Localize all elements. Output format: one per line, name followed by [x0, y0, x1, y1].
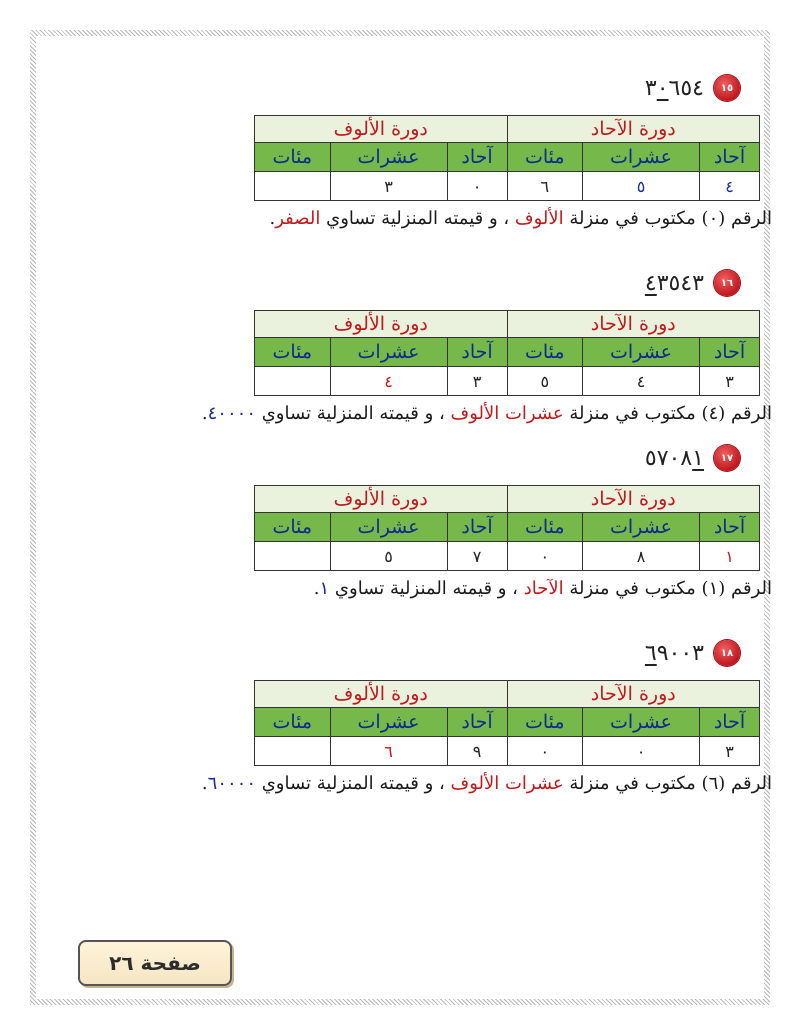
number-part-after: ٦٥٤	[668, 75, 704, 101]
page-number-label: صفحة ٢٦	[109, 951, 201, 975]
ones-period-header: دورة الآحاد	[507, 486, 759, 513]
col-thousands-tens: عشرات	[330, 338, 447, 367]
col-thousands-ones: آحاد	[447, 143, 507, 172]
col-tens: عشرات	[582, 338, 699, 367]
col-tens: عشرات	[582, 143, 699, 172]
period-row	[255, 681, 760, 708]
digit-cell: ٤	[699, 172, 759, 201]
sentence-start: الرقم (٦) مكتوب في منزلة	[569, 773, 772, 794]
digit-cell: ٦	[507, 172, 582, 201]
col-ones: آحاد	[699, 143, 759, 172]
sentence-middle: ، و قيمته المنزلية تساوي	[261, 773, 445, 794]
digit-cell	[255, 367, 331, 396]
col-ones: آحاد	[699, 338, 759, 367]
digit-cell	[255, 172, 331, 201]
number-part-before: ٣	[644, 75, 657, 101]
answer-sentence	[202, 403, 772, 424]
digit-cell	[255, 737, 331, 766]
digit-cell: ٤	[330, 367, 447, 396]
ones-period-header: دورة الآحاد	[507, 311, 759, 338]
number-part-after: ٣٥٤٣	[656, 270, 704, 296]
digit-cell: ٦	[330, 737, 447, 766]
place-value-table	[254, 680, 760, 766]
thousands-period-header: دورة الألوف	[255, 311, 508, 338]
sentence-start: الرقم (٠) مكتوب في منزلة	[569, 208, 772, 229]
digit-cell: ٣	[699, 737, 759, 766]
col-hundreds: مئات	[507, 513, 582, 542]
sentence-middle: ، و قيمته المنزلية تساوي	[261, 403, 445, 424]
place-value-table	[254, 310, 760, 396]
period-row	[255, 116, 760, 143]
exercise-number-badge	[714, 640, 740, 666]
sentence-middle: ، و قيمته المنزلية تساوي	[334, 578, 518, 599]
col-thousands-tens: عشرات	[330, 513, 447, 542]
sentence-middle: ، و قيمته المنزلية تساوي	[326, 208, 510, 229]
sentence-place-value: ٤٠٠٠٠	[207, 403, 256, 424]
digit-cell: ٥	[330, 542, 447, 571]
place-value-table	[254, 115, 760, 201]
sentence-end: .	[201, 773, 208, 794]
given-number	[645, 446, 704, 471]
col-hundreds: مئات	[507, 338, 582, 367]
col-thousands-hundreds: مئات	[255, 708, 331, 737]
answer-sentence	[202, 773, 772, 794]
digits-row	[255, 367, 760, 396]
digit-cell: ٣	[447, 367, 507, 396]
digit-cell: ٣	[699, 367, 759, 396]
col-tens: عشرات	[582, 708, 699, 737]
digits-row	[255, 542, 760, 571]
col-tens: عشرات	[582, 513, 699, 542]
thousands-period-header: دورة الألوف	[255, 116, 508, 143]
sentence-end: .	[313, 578, 320, 599]
col-thousands-hundreds: مئات	[255, 513, 331, 542]
sentence-place-name: الآحاد	[523, 578, 564, 599]
digit-cell: ٣	[330, 172, 447, 201]
columns-row	[255, 143, 760, 172]
exercise-number-badge	[714, 270, 740, 296]
sentence-place-value: ٦٠٠٠٠	[207, 773, 256, 794]
exercise-number: ١٧	[720, 452, 734, 464]
sentence-end: .	[201, 403, 208, 424]
col-thousands-ones: آحاد	[447, 708, 507, 737]
digit-cell: ٠	[507, 737, 582, 766]
col-hundreds: مئات	[507, 708, 582, 737]
number-part-after: ٩٠٠٣	[656, 640, 704, 666]
given-number	[645, 271, 704, 296]
exercise-number-badge	[714, 445, 740, 471]
digit-cell: ٥	[507, 367, 582, 396]
digit-cell: ٤	[582, 367, 699, 396]
sentence-end: .	[269, 208, 276, 229]
period-row	[255, 486, 760, 513]
answer-sentence	[314, 578, 772, 599]
col-hundreds: مئات	[507, 143, 582, 172]
digit-cell: ٩	[447, 737, 507, 766]
sentence-place-name: عشرات الألوف	[450, 403, 564, 424]
sentence-place-name: الألوف	[514, 208, 564, 229]
col-ones: آحاد	[699, 708, 759, 737]
columns-row	[255, 513, 760, 542]
page-number-badge	[78, 940, 232, 986]
exercise-number: ١٥	[720, 82, 734, 94]
number-underlined-digit: ١	[692, 445, 704, 471]
given-number	[645, 641, 704, 666]
place-value-table	[254, 485, 760, 571]
sentence-place-name: عشرات الألوف	[450, 773, 564, 794]
sentence-place-value: ١	[319, 578, 330, 599]
exercise-header	[645, 445, 740, 471]
given-number	[645, 76, 704, 101]
period-row	[255, 311, 760, 338]
columns-row	[255, 708, 760, 737]
sentence-start: الرقم (٤) مكتوب في منزلة	[569, 403, 772, 424]
digit-cell: ٨	[582, 542, 699, 571]
columns-row	[255, 338, 760, 367]
number-underlined-digit: ٦	[644, 640, 657, 666]
digit-cell: ٠	[582, 737, 699, 766]
answer-sentence	[270, 208, 773, 229]
col-thousands-hundreds: مئات	[255, 143, 331, 172]
exercise-number: ١٨	[720, 647, 734, 659]
number-underlined-digit: ٠	[656, 75, 669, 101]
col-thousands-tens: عشرات	[330, 143, 447, 172]
col-ones: آحاد	[699, 513, 759, 542]
sentence-start: الرقم (١) مكتوب في منزلة	[569, 578, 772, 599]
digits-row	[255, 172, 760, 201]
ones-period-header: دورة الآحاد	[507, 116, 759, 143]
digit-cell: ٠	[507, 542, 582, 571]
exercise-number-badge	[714, 75, 740, 101]
digit-cell: ٠	[447, 172, 507, 201]
thousands-period-header: دورة الألوف	[255, 486, 508, 513]
exercise-header	[645, 270, 740, 296]
exercise-number: ١٦	[720, 277, 734, 289]
col-thousands-ones: آحاد	[447, 338, 507, 367]
col-thousands-tens: عشرات	[330, 708, 447, 737]
sentence-place-value: الصفر	[275, 208, 321, 229]
thousands-period-header: دورة الألوف	[255, 681, 508, 708]
col-thousands-ones: آحاد	[447, 513, 507, 542]
number-underlined-digit: ٤	[644, 270, 657, 296]
exercise-header	[645, 640, 740, 666]
exercise-header	[645, 75, 740, 101]
digit-cell: ٧	[447, 542, 507, 571]
digits-row	[255, 737, 760, 766]
digit-cell: ١	[699, 542, 759, 571]
ones-period-header: دورة الآحاد	[507, 681, 759, 708]
number-part-before: ٥٧٠٨	[644, 445, 693, 471]
digit-cell: ٥	[582, 172, 699, 201]
digit-cell	[255, 542, 331, 571]
col-thousands-hundreds: مئات	[255, 338, 331, 367]
